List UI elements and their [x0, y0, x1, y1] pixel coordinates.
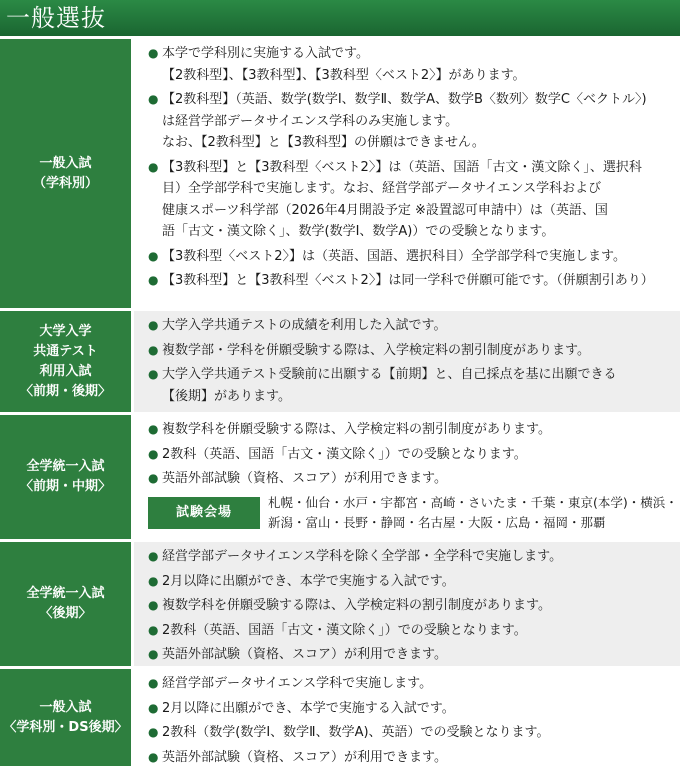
list-item [148, 315, 680, 337]
item-text: 本学で学科別に実施する入試です。 【2教科型】、【3教科型】、【3教科型〈ベスト2〉】があります。 [162, 43, 680, 86]
list-item [148, 698, 680, 720]
item-text: 2月以降に出願ができ、本学で実施する入試です。 [162, 571, 680, 593]
item-text: 大学入学共通テスト受験前に出願する【前期】と、自己採点を基に出願できる 【後期】があります。 [162, 364, 680, 407]
list-item [148, 270, 680, 292]
section-row [0, 308, 680, 412]
bullet-icon: ● [148, 270, 162, 292]
list-item [148, 157, 680, 243]
list-item [148, 444, 680, 466]
bullet-icon: ● [148, 444, 162, 466]
section-content [134, 415, 680, 539]
list-item [148, 246, 680, 268]
section-content [134, 542, 680, 666]
bullet-icon: ● [148, 698, 162, 720]
bullet-icon: ● [148, 595, 162, 617]
bullet-icon: ● [148, 315, 162, 337]
section-label: 大学入学 共通テスト 利用入試 〈前期・後期〉 [0, 311, 134, 412]
item-text: 2教科（数学(数学Ⅰ、数学Ⅱ、数学A)、英語）での受験となります。 [162, 722, 680, 744]
bullet-icon: ● [148, 157, 162, 243]
bullet-icon: ● [148, 747, 162, 768]
section-row [0, 412, 680, 539]
item-text: 英語外部試験（資格、スコア）が利用できます。 [162, 468, 680, 490]
list-item [148, 673, 680, 695]
bullet-icon: ● [148, 644, 162, 666]
list-item [148, 644, 680, 666]
venue-cities: 札幌・仙台・水戸・宇都宮・高崎・さいたま・千葉・東京(本学)・横浜・ 新潟・富山・長野・静岡・名古屋・大阪・広島・福岡・那覇 [268, 493, 680, 533]
venue-badge: 試験会場 [148, 497, 260, 529]
bullet-icon: ● [148, 419, 162, 441]
item-text: 複数学科を併願受験する際は、入学検定料の割引制度があります。 [162, 595, 680, 617]
item-text: 複数学科を併願受験する際は、入学検定料の割引制度があります。 [162, 419, 680, 441]
list-item [148, 89, 680, 154]
bullet-icon: ● [148, 246, 162, 268]
section-row [0, 36, 680, 308]
list-item [148, 468, 680, 490]
list-item [148, 747, 680, 768]
bullet-icon: ● [148, 340, 162, 362]
section-label: 一般入試 〈学科別・DS後期〉 [0, 669, 134, 766]
item-text: 2教科（英語、国語「古文・漢文除く」）での受験となります。 [162, 620, 680, 642]
section-content [134, 311, 680, 412]
bullet-icon: ● [148, 89, 162, 154]
item-text: 経営学部データサイエンス学科を除く全学部・全学科で実施します。 [162, 546, 680, 568]
item-text: 【2教科型】（英語、数学(数学Ⅰ、数学Ⅱ、数学A、数学B〈数列〉数学C〈ベクトル〉) は経営学部データサイエンス学科のみ実施します。 なお、【2教科型】と【3教科型】の併願はできません。 [162, 89, 680, 154]
item-text: 2教科（英語、国語「古文・漢文除く」）での受験となります。 [162, 444, 680, 466]
item-text: 2月以降に出願ができ、本学で実施する入試です。 [162, 698, 680, 720]
section-label: 全学統一入試 〈後期〉 [0, 542, 134, 666]
list-item [148, 546, 680, 568]
item-text: 英語外部試験（資格、スコア）が利用できます。 [162, 644, 680, 666]
bullet-icon: ● [148, 43, 162, 86]
list-item [148, 340, 680, 362]
item-text: 経営学部データサイエンス学科で実施します。 [162, 673, 680, 695]
bullet-icon: ● [148, 673, 162, 695]
item-text: 大学入学共通テストの成績を利用した入試です。 [162, 315, 680, 337]
bullet-icon: ● [148, 722, 162, 744]
list-item [148, 364, 680, 407]
item-text: 【3教科型】と【3教科型〈ベスト2〉】は（英語、国語「古文・漢文除く」、選択科 目）全学部学科で実施します。なお、経営学部データサイエンス学科および 健康スポーツ科学部（2026年4月開設予定 ※設置認可申請中）は（英語、国 語「古文・漢文除く」、数学(数学Ⅰ、数学A)）での受験となります。 [162, 157, 680, 243]
exam-table [0, 36, 680, 766]
list-item [148, 620, 680, 642]
section-row [0, 539, 680, 666]
item-text: 英語外部試験（資格、スコア）が利用できます。 [162, 747, 680, 768]
section-label: 全学統一入試 〈前期・中期〉 [0, 415, 134, 539]
section-row [0, 666, 680, 766]
list-item [148, 595, 680, 617]
item-text: 【3教科型】と【3教科型〈ベスト2〉】は同一学科で併願可能です。（併願割引あり） [162, 270, 680, 292]
list-item [148, 419, 680, 441]
section-content [134, 39, 680, 308]
item-text: 【3教科型〈ベスト2〉】は（英語、国語、選択科目）全学部学科で実施します。 [162, 246, 680, 268]
bullet-icon: ● [148, 468, 162, 490]
item-text: 複数学部・学科を併願受験する際は、入学検定料の割引制度があります。 [162, 340, 680, 362]
bullet-icon: ● [148, 546, 162, 568]
list-item [148, 722, 680, 744]
section-label: 一般入試 （学科別） [0, 39, 134, 308]
bullet-icon: ● [148, 364, 162, 407]
list-item [148, 43, 680, 86]
list-item [148, 571, 680, 593]
venue-block [148, 493, 680, 533]
bullet-icon: ● [148, 620, 162, 642]
section-content [134, 669, 680, 766]
page-title: 一般選抜 [0, 0, 680, 36]
bullet-icon: ● [148, 571, 162, 593]
